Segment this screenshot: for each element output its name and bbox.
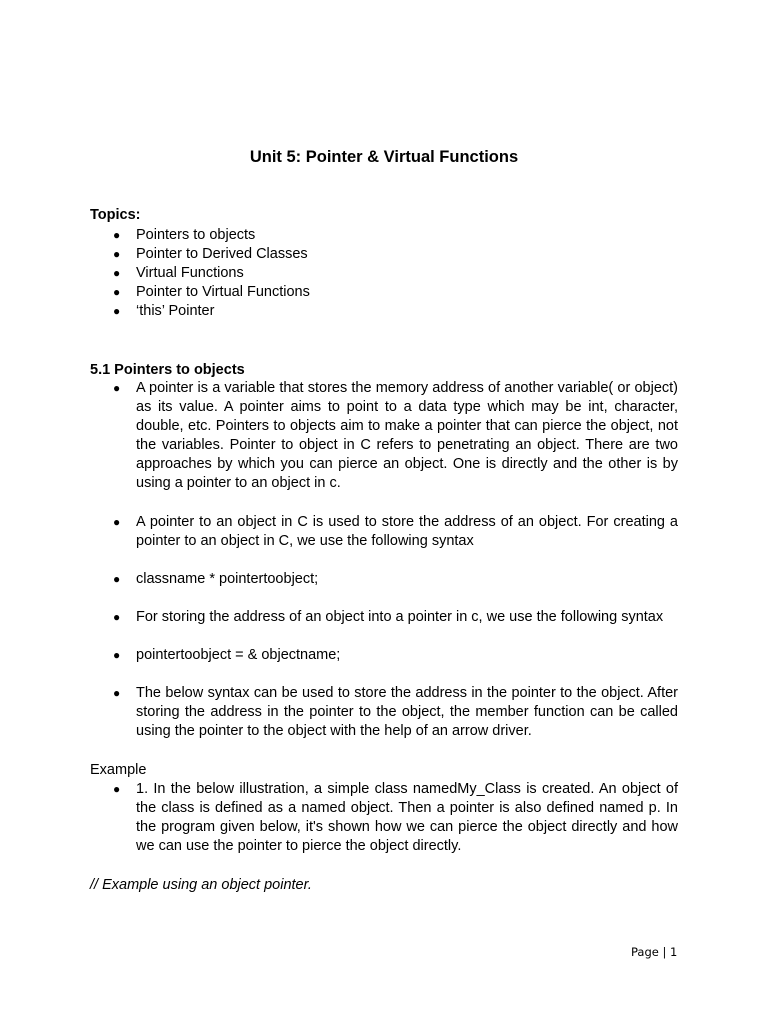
topic-text: Virtual Functions: [136, 264, 244, 281]
bullet-icon: ●: [113, 515, 121, 529]
list-item: [90, 226, 310, 245]
bullet-icon: ●: [113, 284, 121, 299]
bullet-icon: ●: [113, 572, 121, 586]
bullet-icon: ●: [113, 303, 121, 318]
list-item: [90, 608, 678, 627]
list-item: [90, 513, 678, 551]
page-title: Unit 5: Pointer & Virtual Functions: [249, 148, 519, 166]
syntax-text: pointertoobject = & objectname;: [136, 647, 341, 663]
paragraph-text: A pointer to an object in C is used to store the address of an object. For creating a pointer to an object in C, we use the following syntax: [136, 514, 678, 550]
page-number: Page | 1: [631, 945, 678, 959]
paragraph-text: The below syntax can be used to store the address in the pointer to the object. After storing the address in the pointer to the object, the member function can be called using the pointer to the object with the help of an arrow driver.: [136, 685, 678, 740]
list-item: [90, 646, 678, 665]
bullet-icon: ●: [113, 648, 121, 662]
topic-text: Pointers to objects: [136, 227, 256, 243]
bullet-icon: ●: [113, 610, 121, 624]
paragraph-text: 1. In the below illustration, a simple class namedMy_Class is created. An object of the class is defined as a named object. Then a pointer is also defined named p. In the program given below, it's shown how we can pierce the object directly and how we can use the pointer to pierce the object directly.: [136, 781, 678, 855]
syntax-text: classname * pointertoobject;: [136, 571, 319, 587]
list-item: [90, 780, 678, 856]
bullet-icon: ●: [113, 686, 121, 700]
paragraph-text: A pointer is a variable that stores the memory address of another variable( or object) as its value. A pointer aims to point to a data type which may be int, character, double, etc. Pointers to objects aim to make a pointer that can pierce the object, not the variables. Pointer to object in C refers to penetrating an object. There are two approaches by which you can pierce an object. One is directly and the other is by using a pointer to an object in c.: [136, 380, 678, 492]
paragraph-text: For storing the address of an object into a pointer in c, we use the following syntax: [136, 609, 664, 625]
bullet-icon: ●: [113, 228, 121, 242]
list-item: [90, 684, 678, 741]
list-item: [90, 570, 678, 589]
topic-text: Pointer to Virtual Functions: [136, 283, 310, 300]
topic-text: Pointer to Derived Classes: [136, 245, 308, 262]
list-item: [90, 264, 310, 283]
bullet-icon: ●: [113, 782, 121, 796]
list-item: [90, 283, 310, 302]
example-label: Example: [90, 762, 147, 778]
code-comment: // Example using an object pointer.: [90, 877, 312, 893]
paragraph-list: [90, 379, 678, 494]
paragraph-list: [90, 646, 678, 665]
section-heading: 5.1 Pointers to objects: [90, 362, 245, 378]
list-item: [90, 379, 678, 494]
topic-text: ‘this’ Pointer: [136, 302, 215, 319]
list-item: [90, 245, 310, 264]
topics-list: [90, 226, 310, 321]
bullet-icon: ●: [113, 381, 121, 395]
paragraph-list: [90, 570, 678, 589]
paragraph-list: [90, 513, 678, 551]
paragraph-list: [90, 684, 678, 741]
list-item: [90, 302, 310, 321]
paragraph-list: [90, 608, 678, 627]
bullet-icon: ●: [113, 246, 121, 261]
example-list: [90, 780, 678, 856]
bullet-icon: ●: [113, 265, 121, 280]
topics-heading: Topics:: [90, 207, 141, 223]
